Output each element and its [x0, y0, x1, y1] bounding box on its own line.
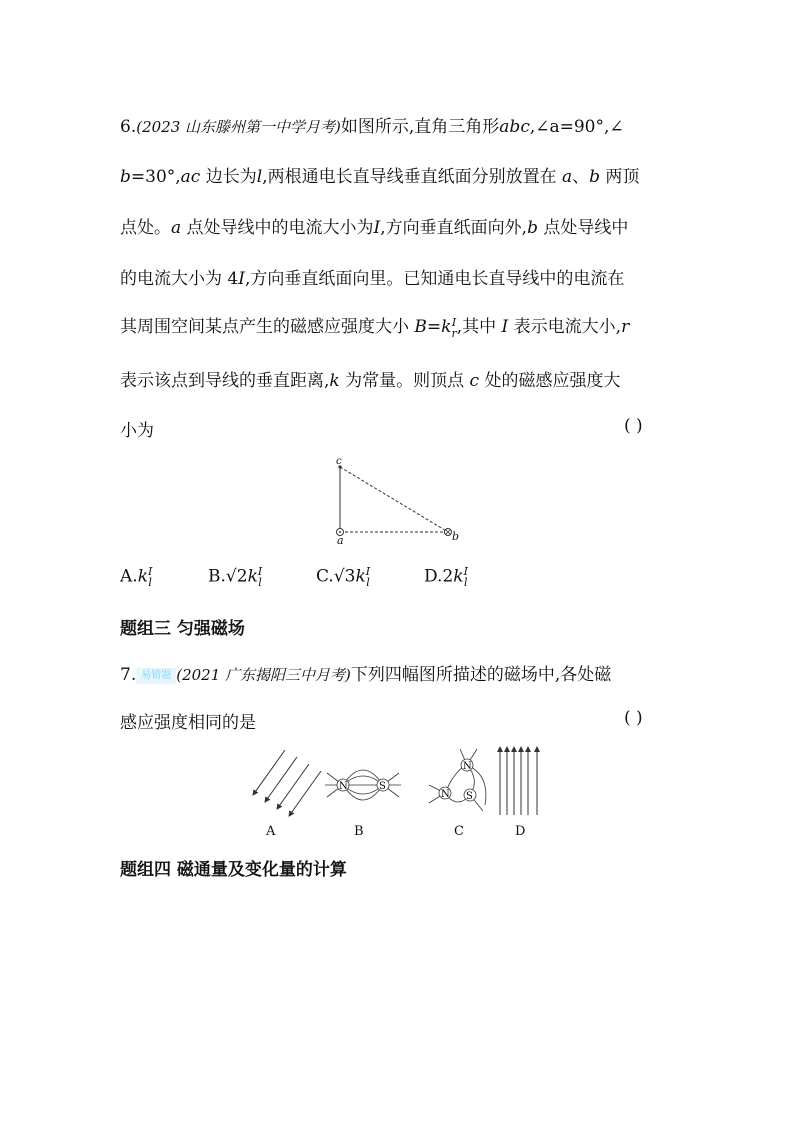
figure-d-field: [500, 747, 537, 815]
option-a[interactable]: A.k I l: [120, 565, 153, 589]
figure-b-field: [325, 770, 401, 800]
fraction: I l: [257, 565, 263, 589]
error-prone-badge: 易错题: [136, 668, 176, 684]
q6-line-6: 表示该点到导线的垂直距离,k 为常量。则顶点 c 处的磁感应强度大: [120, 371, 621, 391]
q7-line-2: 感应强度相同的是: [120, 713, 256, 733]
q6-line-2: b=30°,ac 边长为l,两根通电长直导线垂直纸面分别放置在 a、b 两顶: [120, 167, 640, 187]
q7-field-figures: [245, 735, 565, 825]
side-cb: [340, 467, 448, 532]
option-b[interactable]: B.√2k I l: [208, 565, 263, 589]
option-c[interactable]: C.√3k I l: [316, 565, 371, 589]
figure-label-b: B: [354, 824, 364, 839]
figure-a-field: [253, 750, 321, 816]
fraction: I l: [148, 565, 153, 589]
fraction: I r: [451, 315, 457, 340]
fraction: I l: [463, 565, 468, 589]
q7-line-1: 7. 易错题 (2021 广东揭阳三中月考)下列四幅图所描述的磁场中,各处磁: [120, 665, 612, 685]
pole-n-left-label-c: N: [441, 789, 450, 800]
figure-c-field: [429, 749, 486, 811]
q6-line-1: 6.(2023 山东滕州第一中学月考)如图所示,直角三角形abc,∠a=90°,∠: [120, 117, 624, 137]
current-out-dot: [339, 531, 341, 533]
option-d[interactable]: D.2k I l: [424, 565, 468, 589]
q6-line-5: 其周围空间某点产生的磁感应强度大小 B=k I r ,其中 I 表示电流大小,r: [120, 315, 630, 340]
section-heading-group4: 题组四 磁通量及变化量的计算: [120, 860, 347, 880]
figure-label-d: D: [515, 824, 526, 839]
label-b: b: [452, 530, 460, 543]
q7-answer-bracket: ( ): [624, 708, 643, 728]
pole-s-label-c: S: [466, 791, 473, 802]
pole-n-top-label-c: N: [463, 761, 472, 772]
q7-citation: (2021 广东揭阳三中月考): [176, 666, 351, 684]
label-c: c: [336, 456, 342, 467]
label-a: a: [337, 534, 344, 547]
q6-triangle-figure: [330, 455, 470, 545]
figure-label-c: C: [454, 824, 464, 839]
figure-label-a: A: [266, 824, 276, 839]
section-heading-group3: 题组三 匀强磁场: [120, 619, 245, 639]
q6-line-3: 点处。a 点处导线中的电流大小为I,方向垂直纸面向外,b 点处导线中: [120, 218, 629, 238]
q6-citation: (2023 山东滕州第一中学月考): [136, 118, 341, 136]
q6-line-4: 的电流大小为 4I,方向垂直纸面向里。已知通电长直导线中的电流在: [120, 269, 625, 289]
q6-answer-bracket: ( ): [624, 416, 643, 436]
pole-n-label-b: N: [339, 781, 348, 792]
pole-s-label-b: S: [379, 781, 386, 792]
fraction: I l: [365, 565, 371, 589]
q6-line-7: 小为: [120, 421, 154, 441]
